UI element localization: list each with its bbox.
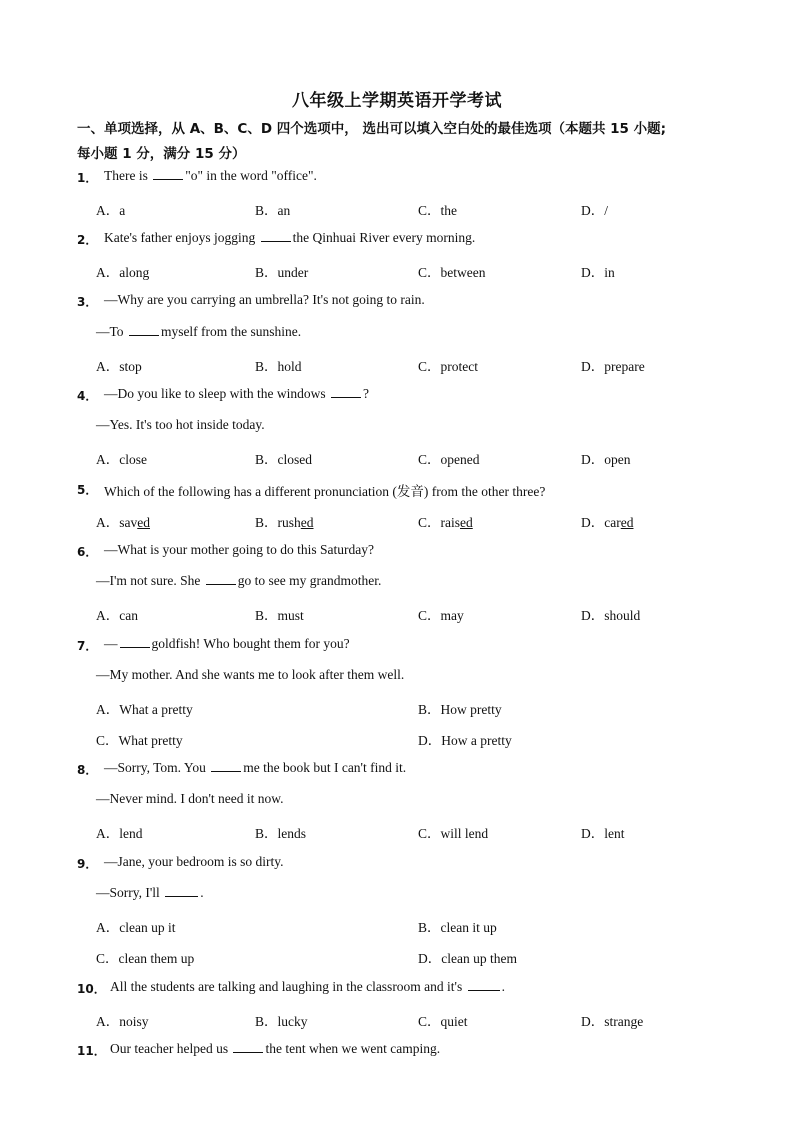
option-d[interactable]: D．in (581, 265, 615, 280)
option-b[interactable]: B．closed (255, 452, 312, 467)
answer-blank (261, 230, 291, 242)
question-stem (104, 168, 317, 184)
question-stem (104, 230, 475, 246)
option-c[interactable]: C．quiet (418, 1014, 468, 1029)
question-text: —Why are you carrying an umbrella? It's not going to rain. (104, 292, 425, 307)
answer-blank (468, 979, 500, 991)
section-heading (77, 117, 777, 167)
option-d[interactable]: D．/ (581, 203, 608, 218)
option-d[interactable]: D．prepare (581, 359, 645, 374)
question-stem (104, 480, 545, 500)
option-underlined-ending: ed (300, 515, 314, 530)
section-heading-line-2: 每小题 1 分，满分 15 分） (77, 146, 246, 162)
answer-blank (129, 324, 159, 336)
answer-blank (165, 885, 198, 897)
option-d[interactable]: D．lent (581, 826, 625, 841)
option-c[interactable]: C．clean them up (96, 951, 195, 966)
option-c[interactable]: C．will lend (418, 826, 489, 841)
option-a[interactable]: A．noisy (96, 1014, 149, 1029)
option-c[interactable]: C．What pretty (96, 733, 183, 748)
answer-blank (211, 760, 241, 772)
question-dialogue-line (96, 791, 284, 807)
question-text: There is (104, 168, 152, 183)
question-text: —Jane, your bedroom is so dirty. (104, 854, 284, 869)
question-text: —My mother. And she wants me to look after them well. (96, 667, 405, 682)
option-a[interactable]: A．close (96, 452, 147, 467)
option-c[interactable] (418, 511, 473, 531)
question-stem (104, 542, 374, 558)
option-underlined-ending: ed (137, 515, 150, 530)
option-a[interactable]: A．along (96, 265, 150, 280)
section-heading-line-1: 一、单项选择，从 A、B、C、D 四个选项中， 选出可以填入空白处的最佳选项（本题共 15 小题; (77, 121, 667, 137)
option-a[interactable]: A．lend (96, 826, 143, 841)
answer-blank (331, 386, 361, 398)
option-b[interactable]: B．must (255, 608, 304, 623)
question-text: —I'm not sure. She (96, 573, 204, 588)
option-d[interactable] (581, 511, 633, 531)
question-text: —Never mind. I don't need it now. (96, 791, 284, 806)
option-a[interactable]: A．stop (96, 359, 142, 374)
question-number: 3． (77, 295, 98, 309)
question-text: ? (362, 386, 369, 401)
question-stem (104, 292, 425, 308)
option-a[interactable]: A．What a pretty (96, 702, 193, 717)
option-c[interactable]: C．the (418, 203, 457, 218)
option-c[interactable]: C．opened (418, 452, 480, 467)
question-number: 6． (77, 545, 98, 559)
question-text: —Sorry, I'll (96, 885, 164, 900)
question-text: . (501, 979, 505, 994)
option-d[interactable]: D．clean up them (418, 951, 517, 966)
option-d[interactable]: D．should (581, 608, 641, 623)
question-text: myself from the sunshine. (160, 324, 302, 339)
question-text: Which of the following has a different pronunciation (发音) from the other three? (104, 484, 546, 499)
question-number: 11． (77, 1044, 106, 1058)
answer-blank (120, 636, 150, 648)
question-stem (104, 760, 406, 776)
question-number: 1． (77, 171, 98, 185)
question-stem (104, 386, 369, 402)
question-dialogue-line (96, 667, 404, 683)
option-b[interactable]: B．under (255, 265, 309, 280)
option-stem: D．car (581, 515, 621, 530)
question-text: goldfish! Who bought them for you? (151, 636, 350, 651)
option-b[interactable] (255, 511, 314, 531)
question-dialogue-line (96, 417, 265, 433)
question-text: —Yes. It's too hot inside today. (96, 417, 265, 432)
question-text: All the students are talking and laughing in the classroom and it's (110, 979, 466, 994)
question-text: Kate's father enjoys jogging (104, 230, 259, 245)
question-text: — (104, 636, 118, 651)
answer-blank (233, 1041, 263, 1053)
question-dialogue-line (96, 885, 204, 901)
option-b[interactable]: B．clean it up (418, 920, 497, 935)
question-text: . (200, 885, 204, 900)
question-text: —Sorry, Tom. You (104, 760, 210, 775)
question-number: 9． (77, 857, 98, 871)
question-text: —What is your mother going to do this Saturday? (104, 542, 374, 557)
option-b[interactable]: B．lends (255, 826, 307, 841)
question-stem (104, 854, 283, 870)
option-c[interactable]: C．protect (418, 359, 478, 374)
exam-title: 八年级上学期英语开学考试 (292, 91, 502, 111)
question-stem (104, 636, 350, 652)
option-stem: C．rais (418, 515, 460, 530)
question-text: the tent when we went camping. (265, 1041, 441, 1056)
question-number: 8． (77, 763, 98, 777)
option-a[interactable]: A．a (96, 203, 126, 218)
question-dialogue-line (96, 573, 381, 589)
option-d[interactable]: D．strange (581, 1014, 644, 1029)
question-text: the Qinhuai River every morning. (292, 230, 476, 245)
answer-blank (206, 573, 236, 585)
option-b[interactable]: B．an (255, 203, 291, 218)
option-stem: A．sav (96, 515, 138, 530)
option-d[interactable]: D．How a pretty (418, 733, 512, 748)
question-text: Our teacher helped us (110, 1041, 232, 1056)
question-text: —Do you like to sleep with the windows (104, 386, 329, 401)
question-number: 2． (77, 233, 98, 247)
option-stem: B．rush (255, 515, 301, 530)
option-a[interactable]: A．clean up it (96, 920, 176, 935)
option-c[interactable]: C．between (418, 265, 486, 280)
option-b[interactable]: B．lucky (255, 1014, 308, 1029)
option-a[interactable]: A．can (96, 608, 138, 623)
question-text: "o" in the word "office". (185, 168, 317, 183)
answer-blank (153, 168, 183, 180)
question-text: —To (96, 324, 127, 339)
option-d[interactable]: D．open (581, 452, 631, 467)
question-text: me the book but I can't find it. (243, 760, 407, 775)
question-text: go to see my grandmother. (237, 573, 382, 588)
question-number: 10． (77, 982, 106, 996)
option-underlined-ending: ed (460, 515, 473, 530)
question-number: 4． (77, 389, 98, 403)
question-number: 7． (77, 639, 98, 653)
question-stem (110, 979, 505, 995)
question-stem (110, 1041, 440, 1057)
option-c[interactable]: C．may (418, 608, 464, 623)
option-b[interactable]: B．hold (255, 359, 302, 374)
option-a[interactable] (96, 511, 150, 531)
option-underlined-ending: ed (620, 515, 634, 530)
question-dialogue-line (96, 324, 301, 340)
option-b[interactable]: B．How pretty (418, 702, 502, 717)
question-number: 5． (77, 483, 98, 497)
